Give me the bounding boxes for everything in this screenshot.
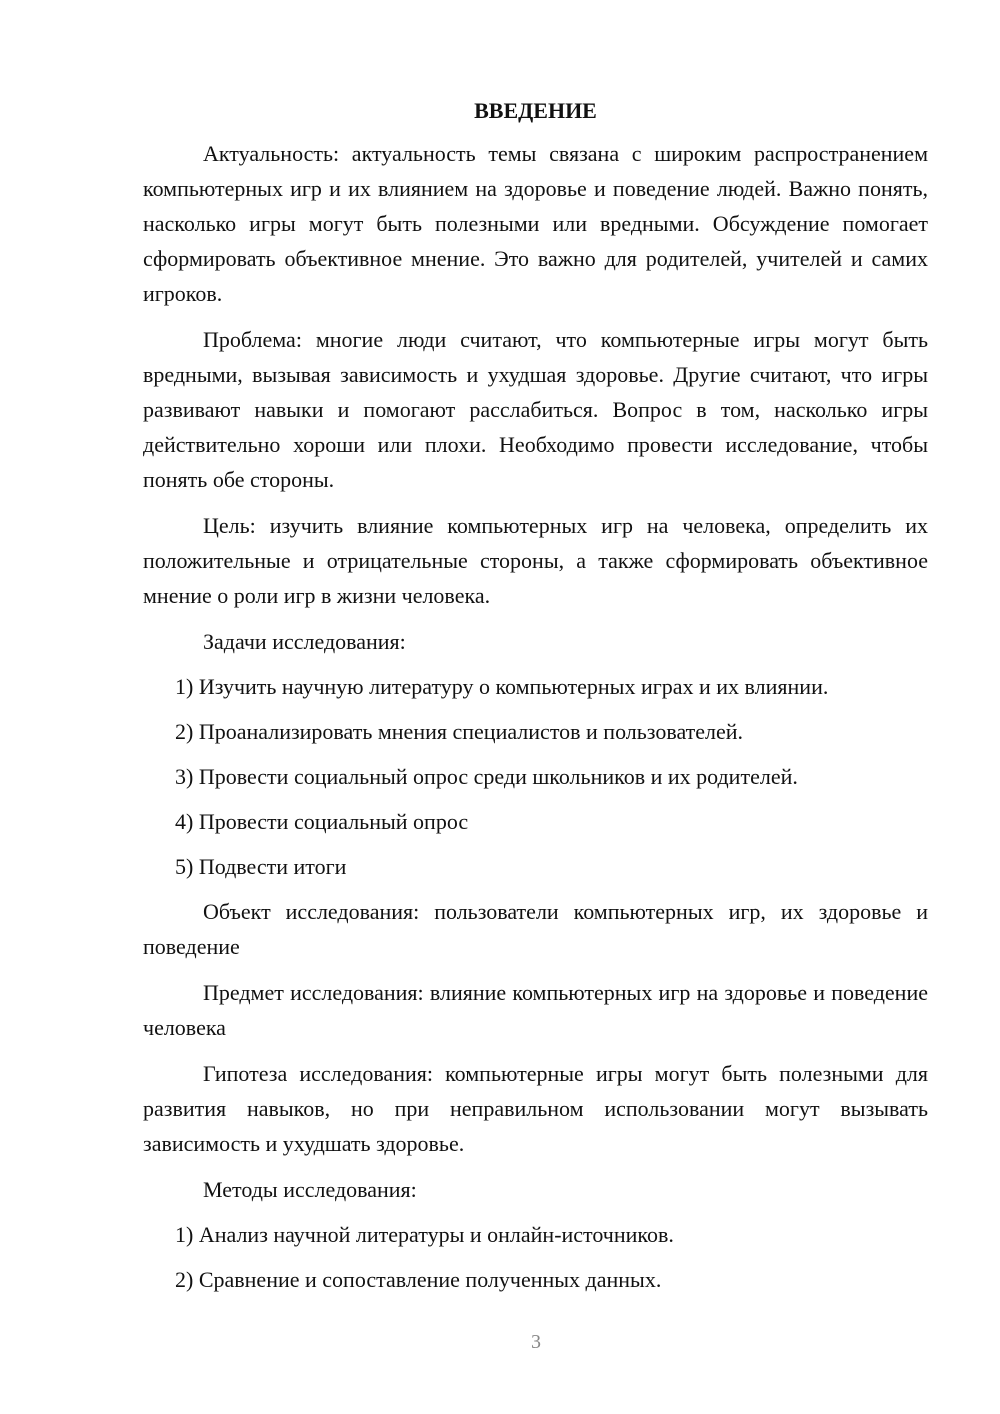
task-item-5: 5) Подвести итоги — [175, 854, 347, 879]
method-item-2: 2) Сравнение и сопоставление полученных данных. — [175, 1267, 662, 1292]
task-item-2: 2) Проанализировать мнения специалистов и пользователей. — [175, 719, 744, 744]
page-number: 3 — [531, 1331, 541, 1353]
object-paragraph: Объект исследования: пользователи компьютерных игр, их здоровье и поведение — [143, 899, 928, 959]
task-item-4: 4) Провести социальный опрос — [175, 809, 469, 834]
method-item-1: 1) Анализ научной литературы и онлайн-источников. — [175, 1222, 674, 1247]
problem-paragraph: Проблема: многие люди считают, что компьютерные игры могут быть вредными, вызывая зависимость и ухудшая здоровье. Другие считают, что игры развивают навыки и помогают расслабиться. Вопрос в том, насколько игры действительно хороши или плохи. Необходимо провести исследование, чтобы понять обе стороны. — [143, 327, 928, 492]
task-item-1: 1) Изучить научную литературу о компьютерных играх и их влиянии. — [175, 674, 829, 699]
task-item-3: 3) Провести социальный опрос среди школьников и их родителей. — [175, 764, 798, 789]
hypothesis-paragraph: Гипотеза исследования: компьютерные игры могут быть полезными для развития навыков, но при неправильном использовании могут вызывать зависимость и ухудшать здоровье. — [143, 1061, 928, 1156]
subject-paragraph: Предмет исследования: влияние компьютерных игр на здоровье и поведение человека — [143, 980, 928, 1040]
document-page — [143, 96, 928, 1307]
goal-paragraph: Цель: изучить влияние компьютерных игр на человека, определить их положительные и отрицательные стороны, а также сформировать объективное мнение о роли игр в жизни человека. — [143, 513, 928, 608]
document-title: ВВЕДЕНИЕ — [474, 98, 597, 123]
relevance-paragraph: Актуальность: актуальность темы связана с широким распространением компьютерных игр и их влиянием на здоровье и поведение людей. Важно понять, насколько игры могут быть полезными или вредными. Обсуждение помогает сформировать объективное мнение. Это важно для родителей, учителей и самих игроков. — [143, 141, 928, 306]
methods-label: Методы исследования: — [203, 1177, 417, 1202]
tasks-label: Задачи исследования: — [203, 629, 406, 654]
